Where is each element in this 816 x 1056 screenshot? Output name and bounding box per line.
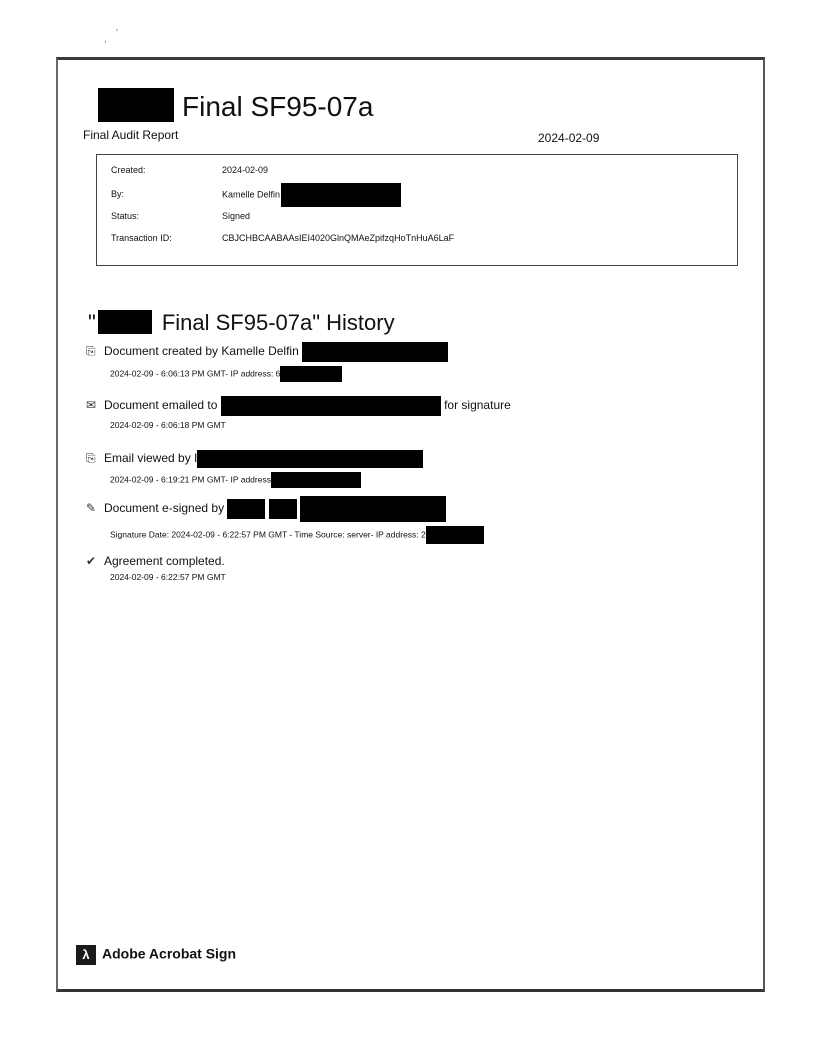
redaction-block [227,499,265,519]
meta-by [111,183,401,200]
history-event: ⎘ Document created by Kamelle Delfin 2024-02-09 - 6:06:13 PM GMT- IP address: 6 [86,342,448,382]
scan-speck: , [104,34,107,45]
redaction-block [221,396,441,416]
meta-label: Transaction ID: [111,233,172,243]
acrobat-icon: λ [76,945,96,965]
history-event: ✎ Document e-signed by Signature Date: 2024-02-09 - 6:22:57 PM GMT - Time Source: server- IP address: 2 [86,496,484,544]
email-sent-icon: ✉ [86,398,97,413]
document-created-icon: ⎘ [86,344,96,359]
redaction-block [281,183,401,207]
history-heading: " Final SF95-07a" History [88,310,395,335]
report-subtitle: Final Audit Report [83,128,179,142]
meta-created [111,163,268,177]
meta-value: Signed [222,211,251,221]
email-viewed-icon: ⎘ [86,451,96,466]
meta-label: Status: [111,211,140,221]
redaction-block [280,366,342,382]
meta-transaction [111,231,454,245]
redaction-block [269,499,297,519]
meta-label: By: [111,189,125,200]
audit-report-page [56,57,765,992]
redaction-block [426,526,484,544]
redaction-block [300,496,446,522]
meta-status [111,209,250,223]
history-event: ✉ Document emailed to for signature 2024-02-09 - 6:06:18 PM GMT [86,396,511,430]
redaction-block [98,310,152,334]
e-sign-icon: ✎ [86,501,97,516]
redaction-block [271,472,361,488]
redaction-block [197,450,423,468]
meta-value: 2024-02-09 [222,165,269,175]
acrobat-sign-logo: λ Adobe Acrobat Sign [76,945,236,965]
meta-value: Kamelle Delfin [222,189,281,200]
meta-label: Created: [111,165,146,175]
scan-speck: ' [116,28,118,39]
page-title: Final SF95-07a [98,88,373,123]
check-circle-icon: ✔ [86,554,97,568]
history-event: ✔ Agreement completed. 2024-02-09 - 6:22:57 PM GMT [86,554,226,582]
history-event: ⎘ Email viewed by I 2024-02-09 - 6:19:21 PM GMT- IP address [86,450,423,488]
redaction-block [302,342,448,362]
meta-value: CBJCHBCAABAAsIEI4020GlnQMAeZpifzqHoTnHuA6LaF [222,233,455,243]
redaction-block [98,88,174,122]
metadata-box [96,154,738,266]
report-date: 2024-02-09 [538,131,600,145]
